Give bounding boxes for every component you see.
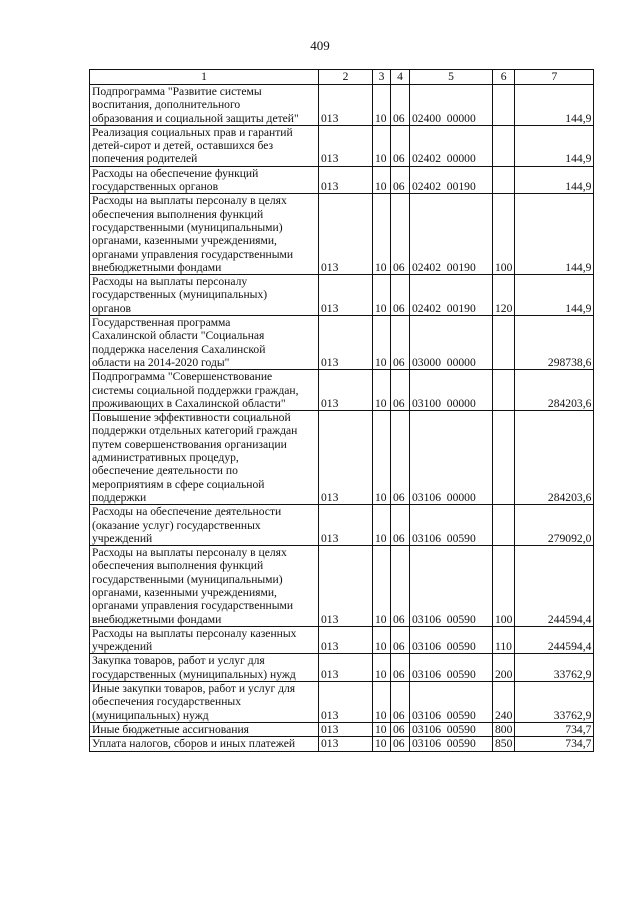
row-section: 10 xyxy=(373,626,391,654)
row-subsection: 06 xyxy=(391,85,410,126)
row-subsection: 06 xyxy=(391,505,410,546)
row-name: Расходы на выплаты персоналу государственных (муниципальных) органов xyxy=(90,275,319,316)
row-expense-type: 850 xyxy=(493,737,515,751)
row-target-item: 02400 00000 xyxy=(410,85,493,126)
row-ministry-code: 013 xyxy=(319,654,373,682)
row-amount: 734,7 xyxy=(515,737,594,751)
row-target-item: 03106 00590 xyxy=(410,505,493,546)
row-target-item: 03100 00000 xyxy=(410,370,493,411)
row-ministry-code: 013 xyxy=(319,737,373,751)
header-col-5: 5 xyxy=(410,70,493,85)
row-section: 10 xyxy=(373,85,391,126)
row-ministry-code: 013 xyxy=(319,125,373,166)
table-row xyxy=(90,85,594,126)
row-section: 10 xyxy=(373,411,391,505)
header-col-4: 4 xyxy=(391,70,410,85)
row-ministry-code: 013 xyxy=(319,166,373,194)
table-row xyxy=(90,125,594,166)
table-row xyxy=(90,654,594,682)
row-amount: 33762,9 xyxy=(515,654,594,682)
row-amount: 144,9 xyxy=(515,166,594,194)
row-ministry-code: 013 xyxy=(319,505,373,546)
row-section: 10 xyxy=(373,737,391,751)
row-name: Расходы на выплаты персоналу казенных учреждений xyxy=(90,626,319,654)
row-target-item: 03000 00000 xyxy=(410,316,493,370)
row-subsection: 06 xyxy=(391,546,410,627)
row-section: 10 xyxy=(373,682,391,723)
row-name: Подпрограмма "Развитие системы воспитания, дополнительного образования и социальной защиты детей" xyxy=(90,85,319,126)
row-amount: 33762,9 xyxy=(515,682,594,723)
row-name: Расходы на обеспечение деятельности (оказание услуг) государственных учреждений xyxy=(90,505,319,546)
header-row xyxy=(90,70,594,85)
row-expense-type: 120 xyxy=(493,275,515,316)
row-target-item: 03106 00590 xyxy=(410,626,493,654)
row-expense-type: 240 xyxy=(493,682,515,723)
row-expense-type xyxy=(493,85,515,126)
row-name: Расходы на выплаты персоналу в целях обеспечения выполнения функций государственными (муниципальными) органами, казенными учреждениями, органами управления государственными внебюджетными фондами xyxy=(90,546,319,627)
row-target-item: 03106 00590 xyxy=(410,682,493,723)
row-name: Закупка товаров, работ и услуг для государственных (муниципальных) нужд xyxy=(90,654,319,682)
row-ministry-code: 013 xyxy=(319,682,373,723)
row-expense-type xyxy=(493,316,515,370)
row-name: Расходы на обеспечение функций государственных органов xyxy=(90,166,319,194)
row-name: Подпрограмма "Совершенствование системы социальной поддержки граждан, проживающих в Сахалинской области" xyxy=(90,370,319,411)
row-subsection: 06 xyxy=(391,166,410,194)
row-ministry-code: 013 xyxy=(319,722,373,736)
row-section: 10 xyxy=(373,370,391,411)
row-name: Государственная программа Сахалинской области "Социальная поддержка населения Сахалинской области на 2014-2020 годы" xyxy=(90,316,319,370)
table-row xyxy=(90,370,594,411)
row-amount: 144,9 xyxy=(515,194,594,275)
budget-table xyxy=(89,69,594,752)
header-col-6: 6 xyxy=(493,70,515,85)
row-target-item: 02402 00190 xyxy=(410,166,493,194)
row-name: Иные закупки товаров, работ и услуг для обеспечения государственных (муниципальных) нужд xyxy=(90,682,319,723)
row-amount: 298738,6 xyxy=(515,316,594,370)
row-name: Расходы на выплаты персоналу в целях обеспечения выполнения функций государственными (муниципальными) органами, казенными учреждениями, органами управления государственными внебюджетными фондами xyxy=(90,194,319,275)
table-row xyxy=(90,275,594,316)
row-amount: 144,9 xyxy=(515,125,594,166)
row-expense-type: 200 xyxy=(493,654,515,682)
header-col-7: 7 xyxy=(515,70,594,85)
table-row xyxy=(90,166,594,194)
row-expense-type xyxy=(493,166,515,194)
row-amount: 279092,0 xyxy=(515,505,594,546)
row-name: Иные бюджетные ассигнования xyxy=(90,722,319,736)
row-section: 10 xyxy=(373,722,391,736)
row-name: Повышение эффективности социальной поддержки отдельных категорий граждан путем совершенствования организации административных процедур, обеспечение деятельности по мероприятиям в сфере социальной поддержки xyxy=(90,411,319,505)
row-section: 10 xyxy=(373,275,391,316)
row-amount: 284203,6 xyxy=(515,370,594,411)
row-subsection: 06 xyxy=(391,194,410,275)
row-ministry-code: 013 xyxy=(319,85,373,126)
row-section: 10 xyxy=(373,654,391,682)
row-amount: 144,9 xyxy=(515,85,594,126)
row-subsection: 06 xyxy=(391,370,410,411)
row-target-item: 03106 00590 xyxy=(410,546,493,627)
row-target-item: 03106 00000 xyxy=(410,411,493,505)
row-section: 10 xyxy=(373,546,391,627)
row-target-item: 02402 00190 xyxy=(410,275,493,316)
row-ministry-code: 013 xyxy=(319,370,373,411)
row-expense-type: 100 xyxy=(493,194,515,275)
row-amount: 284203,6 xyxy=(515,411,594,505)
table-row xyxy=(90,194,594,275)
row-section: 10 xyxy=(373,166,391,194)
row-section: 10 xyxy=(373,505,391,546)
row-subsection: 06 xyxy=(391,682,410,723)
row-ministry-code: 013 xyxy=(319,411,373,505)
row-amount: 244594,4 xyxy=(515,546,594,627)
row-ministry-code: 013 xyxy=(319,546,373,627)
row-expense-type xyxy=(493,125,515,166)
header-col-2: 2 xyxy=(319,70,373,85)
table-row xyxy=(90,626,594,654)
row-name: Реализация социальных прав и гарантий детей-сирот и детей, оставшихся без попечения родителей xyxy=(90,125,319,166)
row-subsection: 06 xyxy=(391,626,410,654)
row-subsection: 06 xyxy=(391,411,410,505)
row-amount: 144,9 xyxy=(515,275,594,316)
row-target-item: 03106 00590 xyxy=(410,654,493,682)
row-subsection: 06 xyxy=(391,737,410,751)
table-row xyxy=(90,411,594,505)
row-target-item: 02402 00190 xyxy=(410,194,493,275)
row-section: 10 xyxy=(373,194,391,275)
table-row xyxy=(90,505,594,546)
row-expense-type xyxy=(493,411,515,505)
row-expense-type: 100 xyxy=(493,546,515,627)
row-amount: 734,7 xyxy=(515,722,594,736)
row-amount: 244594,4 xyxy=(515,626,594,654)
row-expense-type: 800 xyxy=(493,722,515,736)
row-target-item: 02402 00000 xyxy=(410,125,493,166)
table-row xyxy=(90,737,594,751)
row-expense-type xyxy=(493,370,515,411)
page-number: 409 xyxy=(310,38,330,53)
table-row xyxy=(90,546,594,627)
row-ministry-code: 013 xyxy=(319,316,373,370)
row-section: 10 xyxy=(373,125,391,166)
row-target-item: 03106 00590 xyxy=(410,722,493,736)
row-section: 10 xyxy=(373,316,391,370)
row-ministry-code: 013 xyxy=(319,275,373,316)
header-col-1: 1 xyxy=(90,70,319,85)
table-row xyxy=(90,682,594,723)
header-col-3: 3 xyxy=(373,70,391,85)
row-subsection: 06 xyxy=(391,316,410,370)
row-subsection: 06 xyxy=(391,722,410,736)
table-row xyxy=(90,722,594,736)
row-name: Уплата налогов, сборов и иных платежей xyxy=(90,737,319,751)
row-expense-type: 110 xyxy=(493,626,515,654)
row-ministry-code: 013 xyxy=(319,626,373,654)
row-expense-type xyxy=(493,505,515,546)
row-target-item: 03106 00590 xyxy=(410,737,493,751)
row-subsection: 06 xyxy=(391,654,410,682)
row-subsection: 06 xyxy=(391,125,410,166)
row-ministry-code: 013 xyxy=(319,194,373,275)
row-subsection: 06 xyxy=(391,275,410,316)
table-row xyxy=(90,316,594,370)
